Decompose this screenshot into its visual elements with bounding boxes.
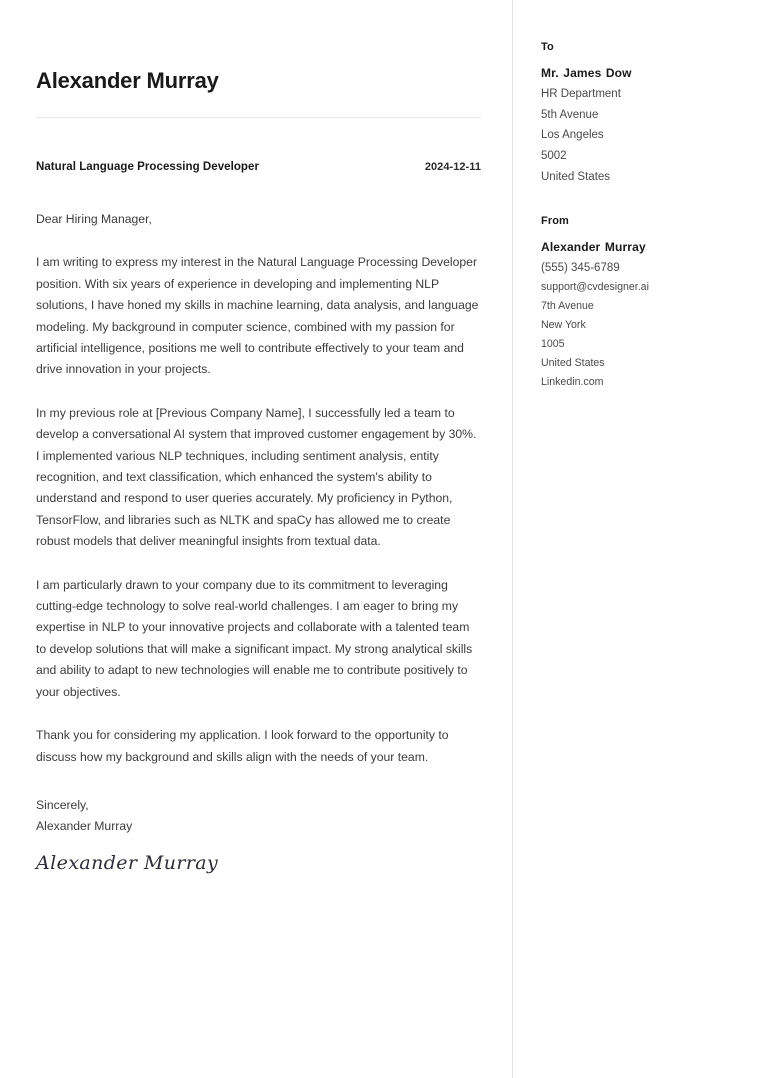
salutation: Dear Hiring Manager, <box>36 212 152 227</box>
header-divider <box>36 117 481 118</box>
closing-block <box>36 795 481 838</box>
sender-address-line: 7th Avenue <box>541 300 594 313</box>
recipient-address-line: United States <box>541 170 611 183</box>
letter-paragraph: In my previous role at [Previous Company Name], I successfully led a team to develop a conversational AI system that improved customer engagement by 30%. I implemented various NLP techniques, including sentiment analysis, entity recognition, and text classification, which enhanced the system's ability to understand and respond to user queries accurately. My proficiency in Python, TensorFlow, and libraries such as NLTK and spaCy has allowed me to create robust models that deliver meaningful insights from textual data. <box>36 405 477 549</box>
sender-address-line: New York <box>541 319 586 332</box>
recipient-address <box>541 84 741 188</box>
sender-linkedin[interactable]: Linkedin.com <box>541 376 604 389</box>
job-title: Natural Language Processing Developer <box>36 161 259 174</box>
page-title: Alexander Murray <box>36 68 219 93</box>
recipient-address-line: Los Angeles <box>541 129 604 142</box>
letter-paragraph: I am writing to express my interest in the Natural Language Processing Developer position. With six years of experience in developing and implementing NLP solutions, I have honed my skills in machine learning, data analysis, and language modeling. My background in computer science, combined with my passion for artificial intelligence, positions me well to contribute effectively to your team and drive innovation in your projects. <box>36 255 479 377</box>
letter-paragraph: I am particularly drawn to your company due to its commitment to leveraging cutting-edge technology to solve real-world challenges. I am eager to bring my expertise in NLP to your innovative projects and collaborate with a talented team to develop solutions that will make a significant impact. My strong analytical skills and ability to adapt to new technologies will enable me to contribute positively to your objectives. <box>36 577 473 699</box>
sender-address-line: United States <box>541 357 605 370</box>
sender-address-line: 1005 <box>541 338 565 351</box>
contact-column <box>541 0 741 392</box>
recipient-name: Mr. James Dow <box>541 66 632 80</box>
letter-date: 2024-12-11 <box>424 161 481 174</box>
sender-name: Alexander Murray <box>541 239 646 254</box>
letter-column <box>36 0 481 874</box>
to-section-label: To <box>541 41 554 53</box>
sender-phone: (555) 345-6789 <box>541 261 620 274</box>
closing-word: Sincerely, <box>36 797 89 812</box>
recipient-address-line: 5th Avenue <box>541 108 599 121</box>
signature: Alexander Murray <box>36 851 219 874</box>
sender-details <box>541 258 741 393</box>
closing-name: Alexander Murray <box>36 819 133 834</box>
recipient-address-line: 5002 <box>541 150 567 163</box>
from-section-label: From <box>541 214 569 227</box>
recipient-address-line: HR Department <box>541 88 621 100</box>
column-divider <box>512 0 513 1078</box>
sender-email[interactable]: support@cvdesigner.ai <box>541 281 649 294</box>
job-title-row <box>36 161 481 173</box>
letter-paragraph: Thank you for considering my application. I look forward to the opportunity to discuss how my background and skills align with the needs of your team. <box>36 728 449 764</box>
